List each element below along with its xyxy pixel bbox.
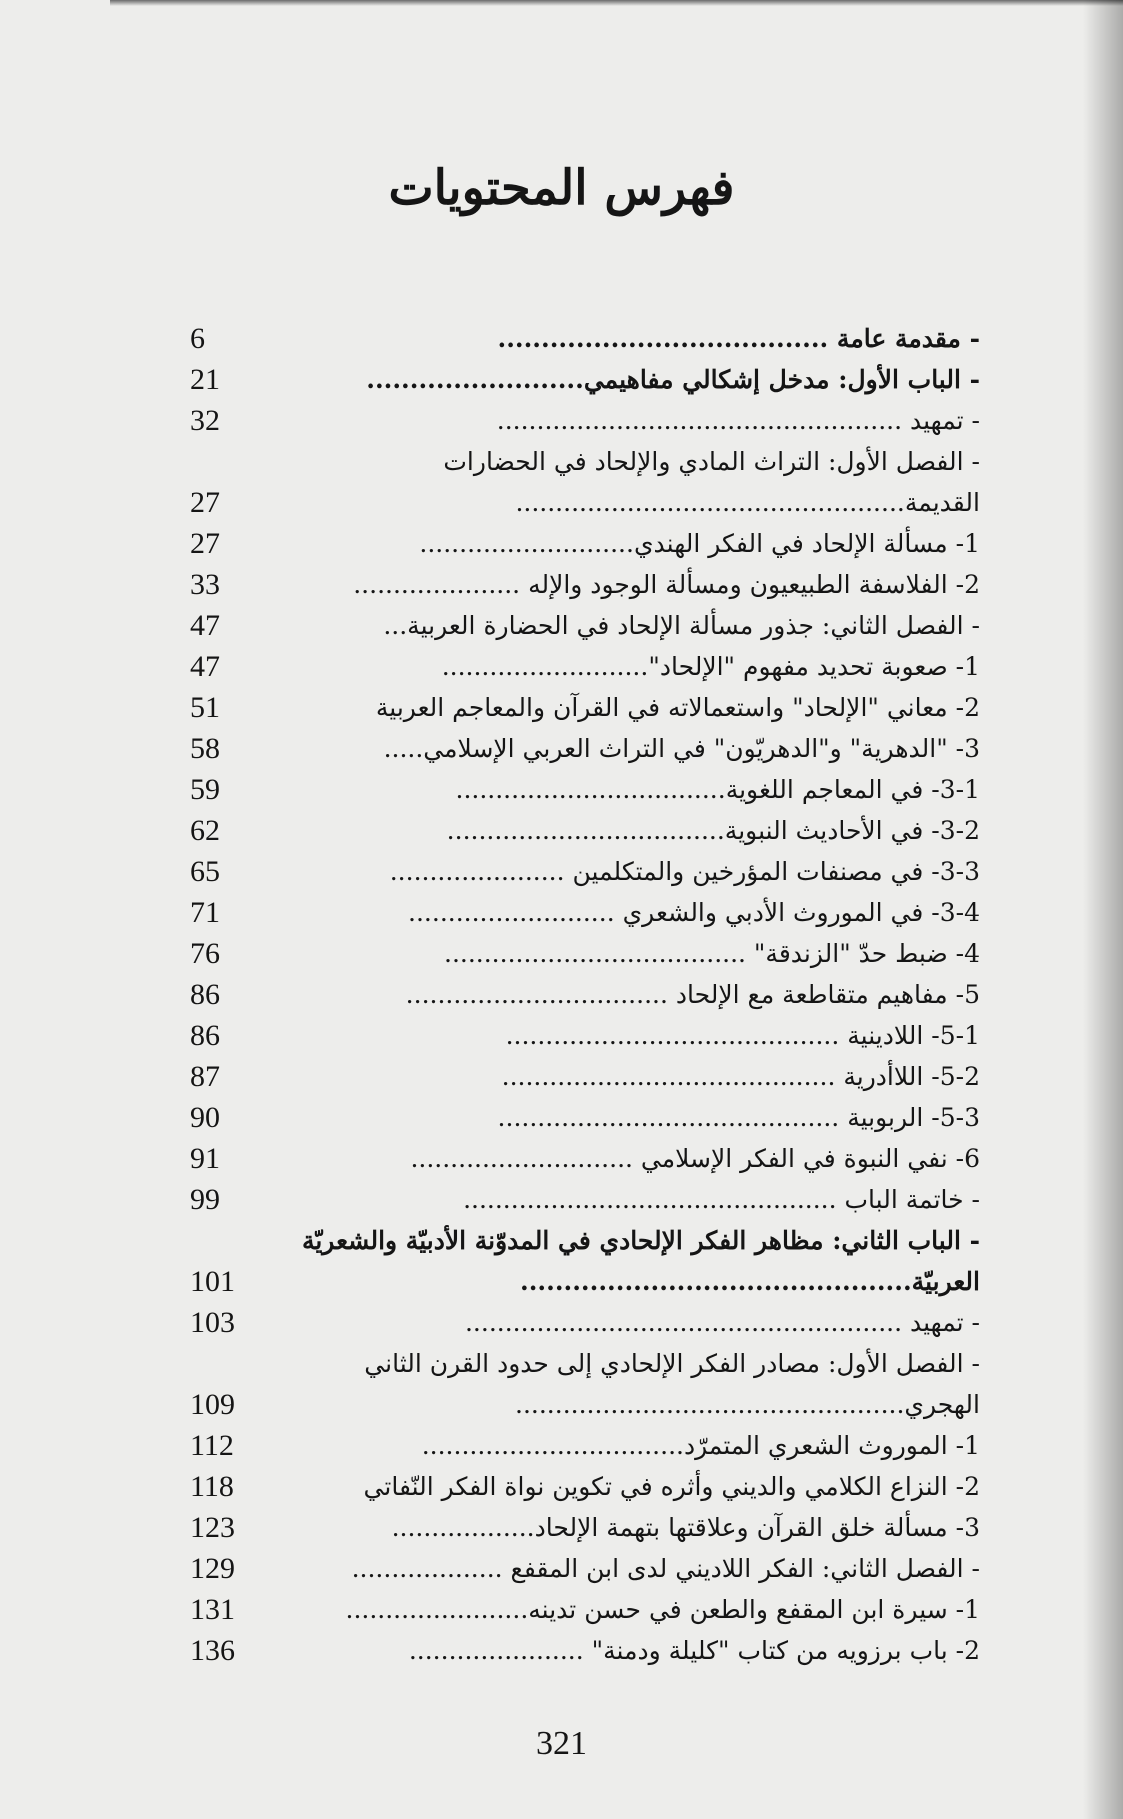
- toc-page-number: 51: [190, 691, 220, 724]
- toc-entry[interactable]: [190, 1056, 980, 1097]
- toc-entry[interactable]: [190, 933, 980, 974]
- toc-page-number: 47: [190, 650, 220, 683]
- toc-page-number: 91: [190, 1142, 220, 1175]
- toc-page-number: 65: [190, 855, 220, 888]
- toc-entry-text: 3-4- في الموروث الأدبي والشعري ..........................: [408, 898, 980, 927]
- toc-entry-text: 3-1- في المعاجم اللغوية..................................: [455, 775, 980, 804]
- toc-entry-text: - الفصل الأول: مصادر الفكر الإلحادي إلى حدود القرن الثاني الهجري.................................................: [364, 1349, 980, 1419]
- toc-entry-text: - مقدمة عامة ......................................: [497, 324, 980, 353]
- toc-page-number: 123: [190, 1511, 235, 1544]
- toc-entry[interactable]: [190, 851, 980, 892]
- toc-entry[interactable]: [190, 1302, 980, 1343]
- toc-entry-text: 2- باب برزويه من كتاب "كليلة ودمنة" ......................: [408, 1636, 980, 1665]
- toc-entry-text: 3-3- في مصنفات المؤرخين والمتكلمين ......................: [389, 857, 980, 886]
- toc-entry[interactable]: [190, 1220, 980, 1302]
- toc-page-number: 47: [190, 609, 220, 642]
- toc-entry-text: 3- "الدهرية" و"الدهريّون" في التراث العربي الإسلامي.....: [383, 734, 980, 763]
- table-of-contents: [190, 318, 980, 1671]
- toc-page-number: 112: [190, 1429, 234, 1462]
- toc-entry[interactable]: [190, 1138, 980, 1179]
- toc-page-number: 118: [190, 1470, 234, 1503]
- toc-page-number: 86: [190, 978, 220, 1011]
- toc-entry-text: 2- الفلاسفة الطبيعيون ومسألة الوجود والإله .....................: [353, 570, 980, 599]
- toc-entry-text: 4- ضبط حدّ "الزندقة" ......................................: [444, 939, 980, 968]
- toc-page-number: 86: [190, 1019, 220, 1052]
- toc-entry-text: 2- النزاع الكلامي والديني وأثره في تكوين نواة الفكر النّفاتي: [363, 1472, 980, 1501]
- toc-entry[interactable]: [190, 892, 980, 933]
- toc-entry[interactable]: [190, 1425, 980, 1466]
- toc-page-number: 129: [190, 1552, 235, 1585]
- toc-entry-text: - الباب الثاني: مظاهر الفكر الإلحادي في المدوّنة الأدبيّة والشعريّة العربيّة.............................................: [301, 1226, 980, 1296]
- toc-entry[interactable]: [190, 359, 980, 400]
- toc-entry[interactable]: [190, 810, 980, 851]
- toc-entry-text: 2- معاني "الإلحاد" واستعمالاته في القرآن والمعاجم العربية: [375, 693, 980, 722]
- toc-entry[interactable]: [190, 564, 980, 605]
- toc-page-number: 59: [190, 773, 220, 806]
- toc-entry[interactable]: [190, 1015, 980, 1056]
- toc-entry[interactable]: [190, 1507, 980, 1548]
- toc-page-number: 136: [190, 1634, 235, 1667]
- toc-entry[interactable]: [190, 1097, 980, 1138]
- toc-entry-text: 1- مسألة الإلحاد في الفكر الهندي...........................: [419, 529, 980, 558]
- page-number: 321: [536, 1725, 587, 1762]
- toc-entry-text: 6- نفي النبوة في الفكر الإسلامي ............................: [410, 1144, 980, 1173]
- toc-entry-text: 1- الموروث الشعري المتمرّد.................................: [421, 1431, 980, 1460]
- toc-page-number: 99: [190, 1183, 220, 1216]
- page-spine-shadow: [1083, 0, 1123, 1819]
- toc-page-number: 27: [190, 527, 220, 560]
- toc-entry-text: 1- صعوبة تحديد مفهوم "الإلحاد"..........................: [441, 652, 980, 681]
- toc-entry[interactable]: [190, 646, 980, 687]
- toc-page-number: 76: [190, 937, 220, 970]
- toc-entry[interactable]: [190, 769, 980, 810]
- toc-entry[interactable]: [190, 687, 980, 728]
- toc-page-number: 101: [190, 1265, 235, 1298]
- toc-page-number: 33: [190, 568, 220, 601]
- toc-entry-text: 5- مفاهيم متقاطعة مع الإلحاد .................................: [405, 980, 980, 1009]
- toc-page-number: 32: [190, 404, 220, 437]
- toc-page-number: 27: [190, 486, 220, 519]
- toc-entry[interactable]: [190, 1343, 980, 1425]
- toc-entry[interactable]: [190, 728, 980, 769]
- toc-page-number: 90: [190, 1101, 220, 1134]
- toc-entry-text: - تمهيد .......................................................: [464, 1308, 980, 1337]
- toc-entry[interactable]: [190, 400, 980, 441]
- toc-entry[interactable]: [190, 523, 980, 564]
- toc-entry-text: - الفصل الثاني: جذور مسألة الإلحاد في الحضارة العربية...: [383, 611, 980, 640]
- toc-entry-text: 5-1- اللادينية ..........................................: [505, 1021, 980, 1050]
- toc-entry-text: - خاتمة الباب ...............................................: [463, 1185, 980, 1214]
- toc-entry[interactable]: [190, 1630, 980, 1671]
- toc-page-number: 131: [190, 1593, 235, 1626]
- toc-page-number: 58: [190, 732, 220, 765]
- toc-page-number: 21: [190, 363, 220, 396]
- toc-page-number: 62: [190, 814, 220, 847]
- toc-entry[interactable]: [190, 441, 980, 523]
- toc-entry[interactable]: [190, 1548, 980, 1589]
- page-top-edge: [110, 0, 1123, 6]
- toc-entry-text: - الفصل الأول: التراث المادي والإلحاد في الحضارات القديمة.................................................: [443, 447, 980, 517]
- toc-entry-text: - الباب الأول: مدخل إشكالي مفاهيمي.........................: [366, 365, 980, 394]
- toc-entry-text: 5-2- اللاأدرية ..........................................: [501, 1062, 980, 1091]
- toc-page-number: 71: [190, 896, 220, 929]
- toc-entry-text: 5-3- الربوبية ...........................................: [497, 1103, 980, 1132]
- toc-entry-text: 3- مسألة خلق القرآن وعلاقتها بتهمة الإلحاد..................: [391, 1513, 980, 1542]
- toc-entry[interactable]: [190, 1589, 980, 1630]
- toc-page-number: 103: [190, 1306, 235, 1339]
- toc-entry[interactable]: [190, 1466, 980, 1507]
- toc-page-number: 109: [190, 1388, 235, 1421]
- toc-page-number: 87: [190, 1060, 220, 1093]
- toc-entry[interactable]: [190, 1179, 980, 1220]
- toc-entry-text: - الفصل الثاني: الفكر اللاديني لدى ابن المقفع ...................: [351, 1554, 980, 1583]
- toc-page-number: 6: [190, 322, 205, 355]
- toc-entry[interactable]: [190, 318, 980, 359]
- page-title: فهرس المحتويات: [388, 160, 735, 216]
- toc-entry[interactable]: [190, 605, 980, 646]
- toc-entry-text: - تمهيد ...................................................: [496, 406, 980, 435]
- toc-entry-text: 1- سيرة ابن المقفع والطعن في حسن تدينه.......................: [345, 1595, 980, 1624]
- toc-entry-text: 3-2- في الأحاديث النبوية...................................: [446, 816, 980, 845]
- toc-entry[interactable]: [190, 974, 980, 1015]
